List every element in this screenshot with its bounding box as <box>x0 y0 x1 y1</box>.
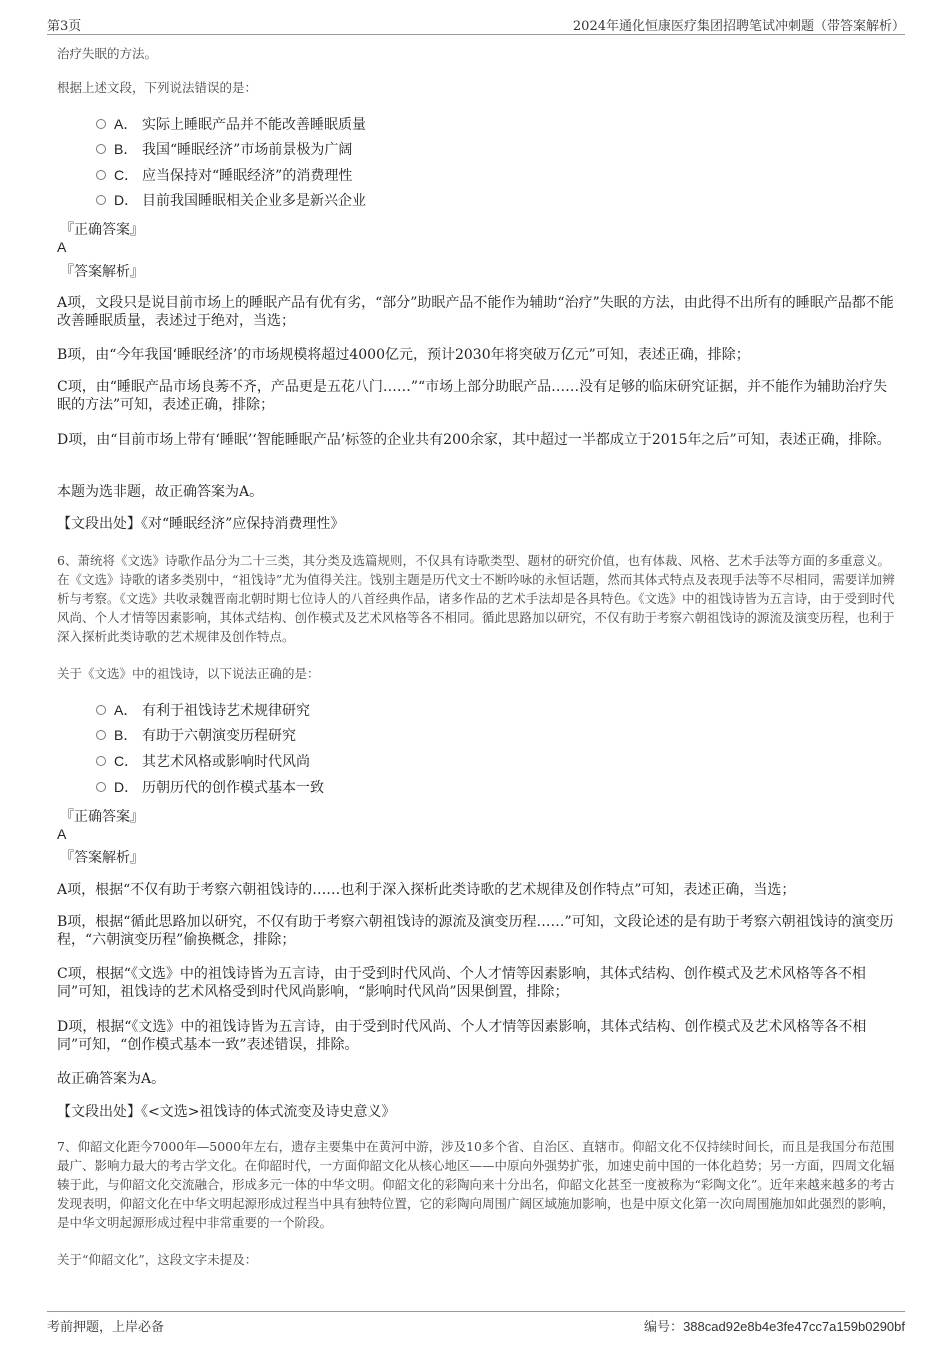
question-stem: 关于《文选》中的祖饯诗，以下说法正确的是： <box>57 666 320 681</box>
analysis-b: B项，根据“循此思路加以研究，不仅有助于考察六朝祖饯诗的源流及演变历程……”可知，文段论述的是有助于考察六朝祖饯诗的演变历程，“六朝演变历程”偷换概念，排除； <box>57 914 894 948</box>
analysis-label: 『答案解析』 <box>60 850 144 866</box>
correct-answer-label: 『正确答案』 <box>60 222 144 238</box>
analysis-a: A项，文段只是说目前市场上的睡眠产品有优有劣，“部分”助眠产品不能作为辅助“治疗”失眠的方法，由此得不出所有的睡眠产品都不能改善睡眠质量，表述过于绝对，当选； <box>57 295 894 329</box>
radio-icon[interactable] <box>96 170 106 180</box>
radio-icon[interactable] <box>96 756 106 766</box>
analysis-b: B项，由“今年我国‘睡眠经济’的市场规模将超过4000亿元，预计2030年将突破万亿元”可知，表述正确，排除； <box>57 347 750 363</box>
option-d[interactable]: D． 历朝历代的创作模式基本一致 <box>96 777 324 797</box>
analysis-c: C项，根据“《文选》中的祖饯诗皆为五言诗，由于受到时代风尚、个人才情等因素影响，其体式结构、创作模式及艺术风格等各不相同”可知，祖饯诗的艺术风格受到时代风尚影响，“影响时代风尚”因果倒置，排除； <box>57 966 866 1000</box>
option-a[interactable]: A． 有利于祖饯诗艺术规律研究 <box>96 700 310 720</box>
radio-icon[interactable] <box>96 782 106 792</box>
question-passage: 7、仰韶文化距今7000年—5000年左右，遗存主要集中在黄河中游，涉及10多个省、自治区、直辖市。仰韶文化不仅持续时间长，而且是我国分布范围最广、影响力最大的考古学文化。在仰韶时代，一方面仰韶文化从核心地区——中原向外强势扩张，加速史前中国的一体化趋势；另一方面，四周文化辐辏于此，与仰韶文化交流融合，形成多元一体的中华文明。仰韶文化的彩陶向来十分出名，仰韶文化甚至一度被称为“彩陶文化”。近年来越来越多的考古发现表明，仰韶文化在中华文明起源形成过程当中具有独特位置，它的彩陶向周围广阔区域施加影响，也是中原文化第一次向周围施加如此强烈的影响，是中华文明起源形成过程中非常重要的一个阶段。 <box>57 1139 895 1230</box>
analysis-c: C项，由“睡眠产品市场良莠不齐，产品更是五花八门……”“市场上部分助眠产品……没有足够的临床研究证据，并不能作为辅助治疗失眠的方法”可知，表述正确，排除； <box>57 379 888 413</box>
option-c[interactable]: C． 其艺术风格或影响时代风尚 <box>96 751 310 771</box>
option-b[interactable]: B． 有助于六朝演变历程研究 <box>96 725 296 745</box>
option-c[interactable]: C． 应当保持对“睡眠经济”的消费理性 <box>96 165 352 185</box>
correct-answer: A <box>57 239 67 255</box>
analysis-d: D项，由“目前市场上带有‘睡眠’‘智能睡眠产品’标签的企业共有200余家，其中超过一半都成立于2015年之后”可知，表述正确，排除。 <box>57 432 891 448</box>
option-a[interactable]: A． 实际上睡眠产品并不能改善睡眠质量 <box>96 114 366 134</box>
page-number: 第3页 <box>47 19 82 34</box>
option-b[interactable]: B． 我国“睡眠经济”市场前景极为广阔 <box>96 139 352 159</box>
page-footer <box>47 1311 905 1335</box>
page-header <box>47 11 905 35</box>
document-code: 编号：388cad92e8b4e3fe47cc7a159b0290bf <box>644 1319 905 1335</box>
analysis-a: A项，根据“不仅有助于考察六朝祖饯诗的……也利于深入探析此类诗歌的艺术规律及创作特点”可知，表述正确，当选； <box>57 882 796 898</box>
correct-answer: A <box>57 826 67 842</box>
radio-icon[interactable] <box>96 195 106 205</box>
analysis-label: 『答案解析』 <box>60 264 144 280</box>
conclusion: 故正确答案为A。 <box>57 1071 166 1087</box>
correct-answer-label: 『正确答案』 <box>60 809 144 825</box>
passage-tail: 治疗失眠的方法。 <box>57 46 158 61</box>
source: 【文段出处】《<文选>祖饯诗的体式流变及诗史意义》 <box>57 1104 396 1120</box>
analysis-d: D项，根据“《文选》中的祖饯诗皆为五言诗，由于受到时代风尚、个人才情等因素影响，其体式结构、创作模式及艺术风格等各不相同”可知，“创作模式基本一致”表述错误，排除。 <box>57 1019 867 1053</box>
conclusion: 本题为选非题，故正确答案为A。 <box>57 484 264 500</box>
document-title: 2024年通化恒康医疗集团招聘笔试冲刺题（带答案解析） <box>572 19 905 34</box>
radio-icon[interactable] <box>96 119 106 129</box>
option-d[interactable]: D． 目前我国睡眠相关企业多是新兴企业 <box>96 190 366 210</box>
question-stem: 根据上述文段，下列说法错误的是： <box>57 80 258 95</box>
radio-icon[interactable] <box>96 730 106 740</box>
source: 【文段出处】《对“睡眠经济”应保持消费理性》 <box>57 516 345 532</box>
radio-icon[interactable] <box>96 705 106 715</box>
question-stem: 关于“仰韶文化”，这段文字未提及： <box>57 1252 258 1267</box>
footer-slogan: 考前押题，上岸必备 <box>47 1320 165 1335</box>
question-passage: 6、萧统将《文选》诗歌作品分为二十三类，其分类及选篇规则，不仅具有诗歌类型、题材的研究价值，也有体裁、风格、艺术手法等方面的多重意义。在《文选》诗歌的诸多类别中，“祖饯诗”尤为值得关注。饯别主题是历代文士不断吟咏的永恒话题，然而其体式特点及表现手法等不尽相同，需要详加辨析与考察。《文选》共收录魏晋南北朝时期七位诗人的八首经典作品，诸多作品的艺术手法却是各具特色。《文选》中的祖饯诗皆为五言诗，由于受到时代风尚、个人才情等因素影响，其体式结构、创作模式及艺术风格等各不相同。循此思路加以研究，不仅有助于考察六朝祖饯诗的源流及演变历程，也利于深入探析此类诗歌的艺术规律及创作特点。 <box>57 553 895 644</box>
radio-icon[interactable] <box>96 144 106 154</box>
